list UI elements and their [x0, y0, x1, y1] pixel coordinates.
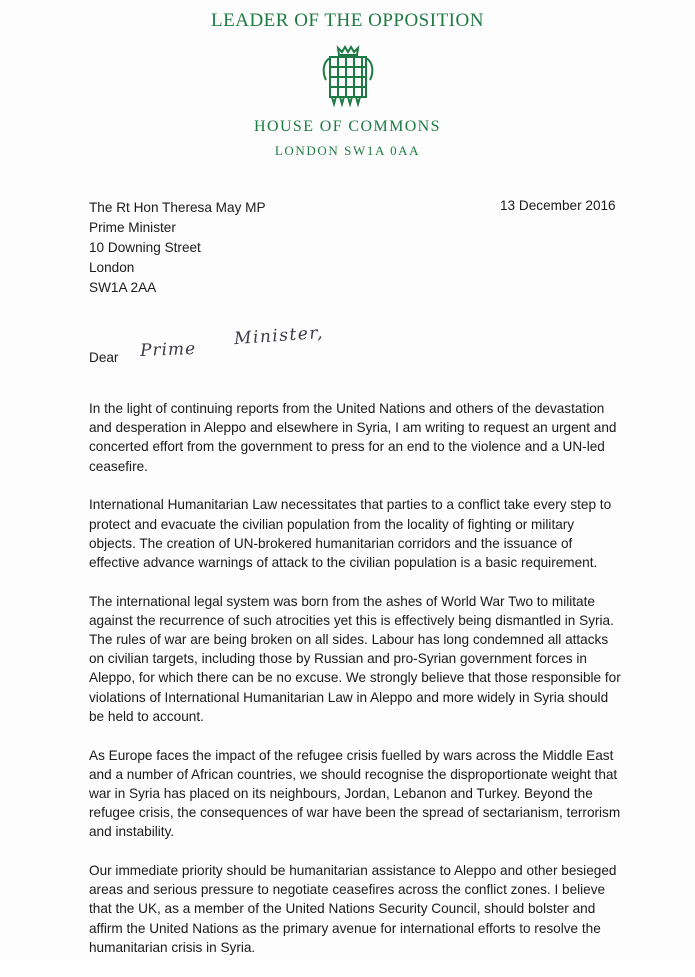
letter-date: 13 December 2016 [500, 198, 616, 213]
portcullis-icon [318, 42, 378, 110]
paragraph: Our immediate priority should be humanitarian assistance to Aleppo and other besieged areas and serious pressure to negotiate ceasefires across the conflict zones. I believe that the UK, as a member of the United Nations Security Council, should bolster and affirm the United Nations as the primary avenue for international efforts to resolve the humanitarian crisis in Syria. [89, 863, 617, 955]
house-address: LONDON SW1A 0AA [274, 143, 421, 158]
letterhead-title: LEADER OF THE OPPOSITION [211, 10, 484, 31]
paragraph: In the light of continuing reports from the United Nations and others of the devastation and desperation in Aleppo and elsewhere in Syria, I am writing to request an urgent and concerted effort from the government to press for an end to the violence and a UN-led ceasefire. [89, 401, 617, 474]
paragraph: International Humanitarian Law necessitates that parties to a conflict take every step to protect and evacuate the civilian population from the locality of fighting or military objects. The creation of UN-brokered humanitarian corridors and the issuance of effective advance warnings of attack to the civilian population is a basic requirement. [89, 497, 612, 570]
recipient-postcode: SW1A 2AA [89, 280, 157, 295]
handwritten-word-minister: Minister, [233, 322, 325, 350]
letter-body [89, 399, 624, 977]
salutation-printed: Dear [89, 350, 119, 365]
recipient-role: Prime Minister [89, 220, 176, 235]
handwritten-word-prime: Prime [139, 339, 197, 361]
paragraph: The international legal system was born from the ashes of World War Two to militate against the recurrence of such atrocities yet this is effectively being dismantled in Syria. The rules of war are being broken on all sides. Labour has long condemned all attacks on civilian targets, including those by Russian and pro-Syrian government forces in Aleppo, for which there can be no excuse. We strongly believe that those responsible for violations of International Humanitarian Law in Aleppo and more widely in Syria should be held to account. [89, 593, 621, 724]
paragraph: As Europe faces the impact of the refugee crisis fuelled by wars across the Middle East and a number of African countries, we should recognise the disproportionate weight that war in Syria has placed on its neighbours, Jordan, Lebanon and Turkey. Beyond the refugee crisis, the consequences of war have been the spread of sectarianism, terrorism and instability. [89, 747, 621, 840]
recipient-address-block [89, 198, 266, 298]
recipient-name: The Rt Hon Theresa May MP [89, 200, 266, 215]
recipient-city: London [89, 260, 135, 275]
house-name: HOUSE OF COMMONS [254, 118, 441, 135]
recipient-street: 10 Downing Street [89, 240, 201, 255]
